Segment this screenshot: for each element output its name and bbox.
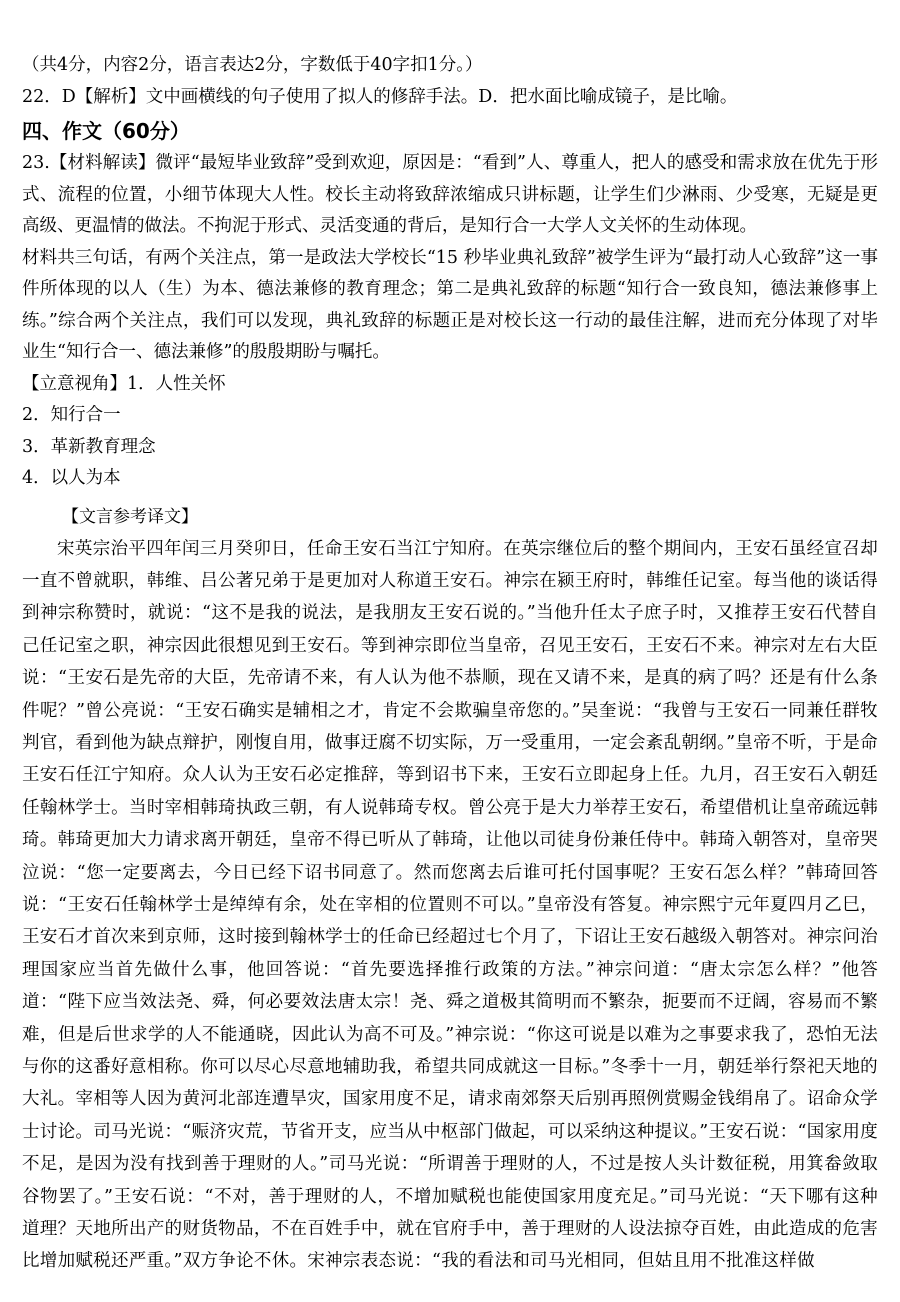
angle-item-1: 【立意视角】1．人性关怀 xyxy=(22,373,226,394)
translation-body: 宋英宗治平四年闰三月癸卯日，任命王安石当江宁知府。在英宗继位后的整个期间内，王安石虽经宣召却一直不曾就职，韩维、吕公著兄弟于是更加对人称道王安石。神宗在颍王府时，韩维任记室。每当他的谈话得到神宗称赞时，就说：“这不是我的说法，是我朋友王安石说的。”当他升任太子庶子时，又推荐王安石代替自己任记室之职，神宗因此很想见到王安石。等到神宗即位当皇帝，召见王安石，王安石不来。神宗对左右大臣说：“王安石是先帝的大臣，先帝请不来，有人认为他不恭顺，现在又请不来，是真的病了吗？还是有什么条件呢？”曾公亮说：“王安石确实是辅相之才，肯定不会欺骗皇帝您的。”吴奎说：“我曾与王安石一同兼任群牧判官，看到他为缺点辩护，刚愎自用，做事迂腐不切实际，万一受重用，一定会紊乱朝纲。”皇帝不听，于是命王安石任江宁知府。众人认为王安石必定推辞，等到诏书下来，王安石立即起身上任。九月，召王安石入朝廷任翰林学士。当时宰相韩琦执政三朝，有人说韩琦专权。曾公亮于是大力举荐王安石，希望借机让皇帝疏远韩琦。韩琦更加大力请求离开朝廷，皇帝不得已听从了韩琦，让他以司徒身份兼任侍中。韩琦入朝答对，皇帝哭泣说：“您一定要离去，今日已经下诏书同意了。然而您离去后谁可托付国事呢？王安石怎么样？”韩琦回答说：“王安石任翰林学士是绰绰有余，处在宰相的位置则不可以。”皇帝没有答复。神宗熙宁元年夏四月乙巳，王安石才首次来到京师，这时接到翰林学士的任命已经超过七个月了，下诏让王安石越级入朝答对。神宗问治理国家应当首先做什么事，他回答说：“首先要选择推行政策的方法。”神宗问道：“唐太宗怎么样？”他答道：“陛下应当效法尧、舜，何必要效法唐太宗！尧、舜之道极其简明而不繁杂，扼要而不迂阔，容易而不繁难，但是后世求学的人不能通晓，因此认为高不可及。”神宗说：“你这可说是以难为之事要求我了，恐怕无法与你的这番好意相称。你可以尽心尽意地辅助我，希望共同成就这一目标。”冬季十一月，朝廷举行祭祀天地的大礼。宰相等人因为黄河北部连遭旱灾，国家用度不足，请求南郊祭天后别再照例赏赐金钱绢帛了。诏命众学士讨论。司马光说：“赈济灾荒，节省开支，应当从中枢部门做起，可以采纳这种提议。”王安石说：“国家用度不足，是因为没有找到善于理财的人。”司马光说：“所谓善于理财的人，不过是按人头计数征税，用箕畚敛取谷物罢了。”王安石说：“不对，善于理财的人，不增加赋税也能使国家用度充足。”司马光说：“天下哪有这种道理？天地所出产的财货物品，不在百姓手中，就在官府手中，善于理财的人设法掠夺百姓，由此造成的危害比增加赋税还严重。”双方争论不休。宋神宗表态说：“我的看法和司马光相同，但姑且用不批准这样做 xyxy=(22,538,878,1272)
translation-heading: 【文言参考译文】 xyxy=(62,506,198,527)
score-note: （共4分，内容2分，语言表达2分，字数低于40字扣1分。） xyxy=(22,55,483,75)
angle-item-2: 2．知行合一 xyxy=(22,405,121,425)
section-title: 四、作文（60分） xyxy=(22,119,190,143)
angle-item-4: 4．以人为本 xyxy=(22,468,121,488)
q23-material-analysis: 23.【材料解读】微评“最短毕业致辞”受到欢迎，原因是：“看到”人、尊重人，把人的感受和需求放在优先于形式、流程的位置，小细节体现大人性。校长主动将致辞浓缩成只讲标题，让学生们少淋雨、少受寒，无疑是更高级、更温情的做法。不拘泥于形式、灵活变通的背后，是知行合一大学人文关怀的生动体现。 xyxy=(22,153,878,236)
q22-answer: 22．D【解析】文中画横线的句子使用了拟人的修辞手法。D．把水面比喻成镜子，是比喻。 xyxy=(22,86,738,107)
angle-item-3: 3．革新教育理念 xyxy=(22,436,156,457)
q23-focus-points: 材料共三句话，有两个关注点，第一是政法大学校长“15 秒毕业典礼致辞”被学生评为“最打动人心致辞”这一事件所体现的以人（生）为本、德法兼修的教育理念；第二是典礼致辞的标题“知行合一致良知，德法兼修事上练。”综合两个关注点，我们可以发现，典礼致辞的标题正是对校长这一行动的最佳注解，进而充分体现了对毕业生“知行合一、德法兼修”的殷殷期盼与嘱托。 xyxy=(22,247,878,362)
